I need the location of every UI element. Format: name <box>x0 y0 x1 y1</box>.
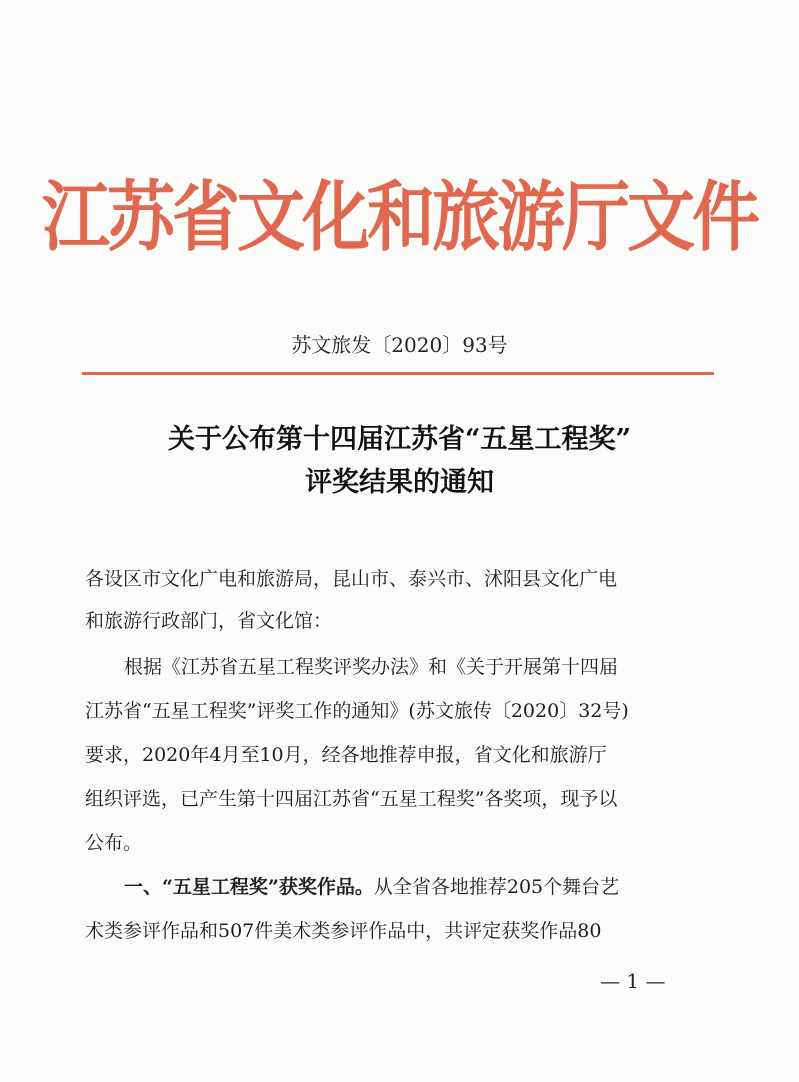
document-title-line-1: 关于公布第十四届江苏省“五星工程奖” <box>167 424 632 455</box>
addressee-text: 各设区市文化广电和旅游局，昆山市、泰兴市、沭阳县文化广电 <box>85 568 618 590</box>
body-text: 公布。 <box>85 832 143 854</box>
body-text: 要求，2020年4月至10月，经各地推荐申报，省文化和旅游厅 <box>85 744 607 766</box>
addressee-text: 和旅游行政部门，省文化馆： <box>85 610 333 632</box>
issuing-authority-masthead: 江苏省文化和旅游厅文件 <box>41 173 757 263</box>
body-text: 江苏省“五星工程奖”评奖工作的通知》(苏文旅传〔2020〕32号) <box>85 700 629 722</box>
body-text: 根据《江苏省五星工程奖评奖办法》和《关于开展第十四届 <box>124 656 619 678</box>
section-heading: 一、“五星工程奖”获奖作品。 <box>124 876 374 898</box>
body-text: 术类参评作品和507件美术类参评作品中，共评定获奖作品80 <box>85 920 602 942</box>
red-divider-line <box>82 372 714 375</box>
body-text: 组织评选，已产生第十四届江苏省“五星工程奖”各奖项，现予以 <box>85 788 618 810</box>
page-number: — 1 — <box>600 969 666 993</box>
document-number: 苏文旅发〔2020〕93号 <box>291 333 508 357</box>
body-text: 从全省各地推荐205个舞台艺 <box>373 876 620 898</box>
document-title-line-2: 评奖结果的通知 <box>305 467 494 498</box>
